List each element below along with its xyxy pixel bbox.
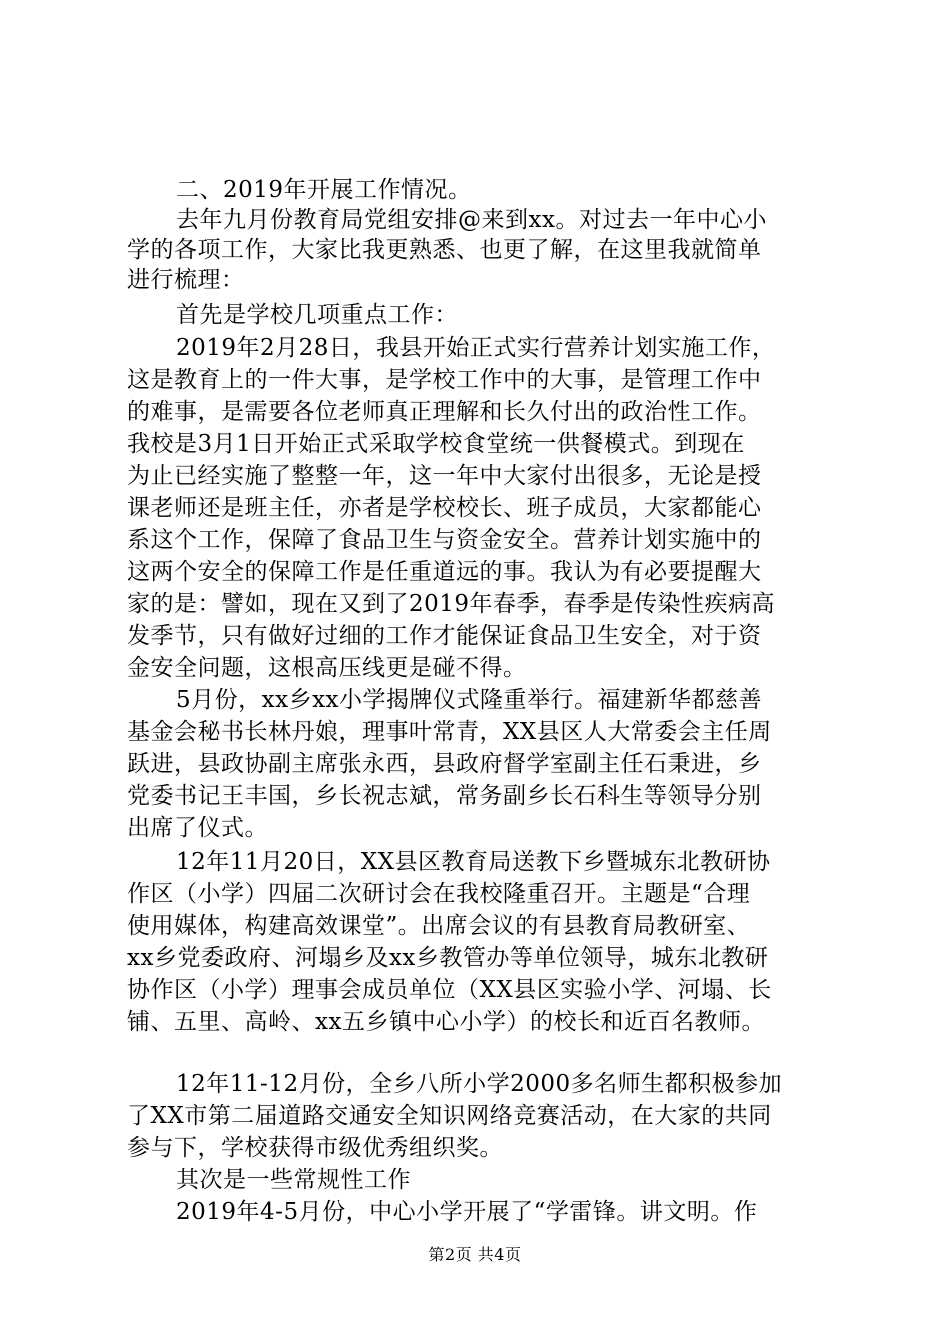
paragraph-line: 系这个工作，保障了食品卫生与资金安全。营养计划实施中的 <box>127 527 762 553</box>
paragraph-line: 党委书记王丰国，乡长祝志斌，常务副乡长石科生等领导分别 <box>127 783 762 809</box>
paragraph-line: 课老师还是班主任，亦者是学校校长、班子成员，大家都能心 <box>127 495 762 521</box>
paragraph-line: 学的各项工作，大家比我更熟悉、也更了解，在这里我就简单 <box>127 237 762 263</box>
paragraph-line: 进行梳理： <box>127 267 245 293</box>
subheading-key-work: 首先是学校几项重点工作： <box>176 302 458 328</box>
paragraph-line: 发季节，只有做好过细的工作才能保证食品卫生安全，对于资 <box>127 623 762 649</box>
paragraph-line: 金安全问题，这根高压线更是碰不得。 <box>127 655 527 681</box>
paragraph-line: 了XX市第二届道路交通安全知识网络竞赛活动，在大家的共同 <box>127 1103 772 1129</box>
paragraph-line: 使用媒体，构建高效课堂”。出席会议的有县教育局教研室、 <box>127 913 751 939</box>
paragraph-line: 这是教育上的一件大事，是学校工作中的大事，是管理工作中 <box>127 367 762 393</box>
paragraph-line: 出席了仪式。 <box>127 815 268 841</box>
paragraph-line: 我校是3月1日开始正式采取学校食堂统一供餐模式。到现在 <box>127 431 745 457</box>
paragraph-line: 家的是：譬如，现在又到了2019年春季，春季是传染性疾病高 <box>127 591 776 617</box>
paragraph-line: 基金会秘书长林丹娘，理事叶常青，XX县区人大常委会主任周 <box>127 719 772 745</box>
paragraph-line: 为止已经实施了整整一年，这一年中大家付出很多，无论是授 <box>127 463 762 489</box>
heading-section-two: 二、2019年开展工作情况。 <box>176 177 472 203</box>
paragraph-line: 协作区（小学）理事会成员单位（XX县区实验小学、河塌、长 <box>127 977 772 1003</box>
paragraph-line: 5月份，xx乡xx小学揭牌仪式隆重举行。福建新华都慈善 <box>176 687 763 713</box>
paragraph-line: 铺、五里、高岭、xx五乡镇中心小学）的校长和近百名教师。 <box>127 1009 765 1035</box>
page-footer: 第2页 共4页 <box>428 1245 522 1264</box>
paragraph-line: 12年11-12月份，全乡八所小学2000多名师生都积极参加 <box>176 1071 783 1097</box>
paragraph-line: xx乡党委政府、河塌乡及xx乡教管办等单位领导，城东北教研 <box>127 945 769 971</box>
paragraph-line: 去年九月份教育局党组安排@来到xx。对过去一年中心小 <box>176 207 767 233</box>
paragraph-line: 这两个安全的保障工作是任重道远的事。我认为有必要提醒大 <box>127 559 762 585</box>
paragraph-line: 2019年4-5月份，中心小学开展了“学雷锋。讲文明。作 <box>176 1199 758 1225</box>
paragraph-line: 跃进，县政协副主席张永西，县政府督学室副主任石秉进，乡 <box>127 751 762 777</box>
paragraph-line: 参与下，学校获得市级优秀组织奖。 <box>127 1135 503 1161</box>
paragraph-line: 作区（小学）四届二次研讨会在我校隆重召开。主题是“合理 <box>127 881 751 907</box>
paragraph-line: 的难事，是需要各位老师真正理解和长久付出的政治性工作。 <box>127 399 762 425</box>
subheading-routine-work: 其次是一些常规性工作 <box>176 1167 411 1193</box>
paragraph-line: 2019年2月28日，我县开始正式实行营养计划实施工作， <box>176 335 776 361</box>
paragraph-line: 12年11月20日，XX县区教育局送教下乡暨城东北教研协 <box>176 849 771 875</box>
